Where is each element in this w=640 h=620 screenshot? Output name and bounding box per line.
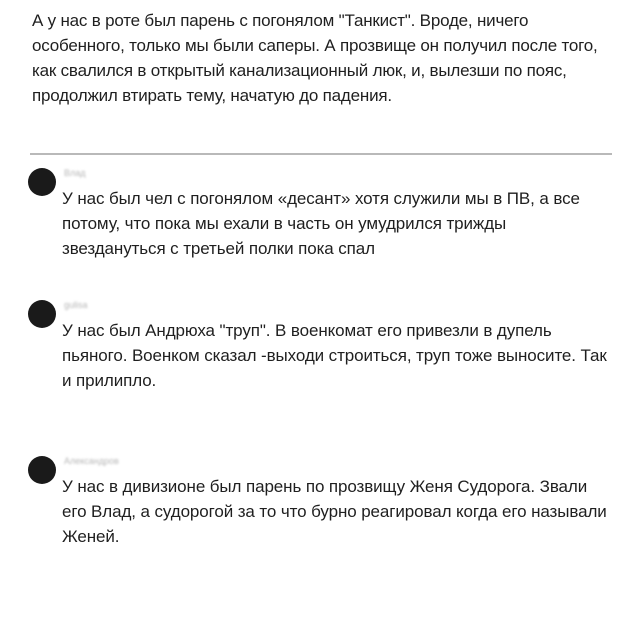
comment-text: У нас был Андрюха "труп". В военкомат его привезли в дупель пьяного. Военком сказал -выходи строиться, труп тоже выносите. Так и прилипло. bbox=[62, 321, 607, 390]
comment-author[interactable]: Александров bbox=[64, 456, 119, 466]
avatar[interactable] bbox=[28, 300, 56, 328]
comment-text: У нас в дивизионе был парень по прозвищу Женя Судорога. Звали его Влад, а судорогой за то что бурно реагировал когда его называли Женей. bbox=[62, 477, 607, 546]
avatar[interactable] bbox=[28, 168, 56, 196]
avatar[interactable] bbox=[28, 456, 56, 484]
comment-text: У нас был чел с погонялом «десант» хотя служили мы в ПВ, а все потому, что пока мы ехали в часть он умудрился трижды звездануться с третьей полки пока спал bbox=[62, 189, 580, 258]
comment-author[interactable]: Влад bbox=[64, 168, 86, 178]
post-text: А у нас в роте был парень с погонялом "Танкист". Вроде, ничего особенного, только мы были саперы. А прозвище он получил после того, как свалился в открытый канализационный люк, и, вылезши по пояс, продолжил втирать тему, начатую до падения. bbox=[32, 11, 598, 105]
divider bbox=[30, 153, 612, 155]
comment-author[interactable]: gulisa bbox=[64, 300, 88, 310]
